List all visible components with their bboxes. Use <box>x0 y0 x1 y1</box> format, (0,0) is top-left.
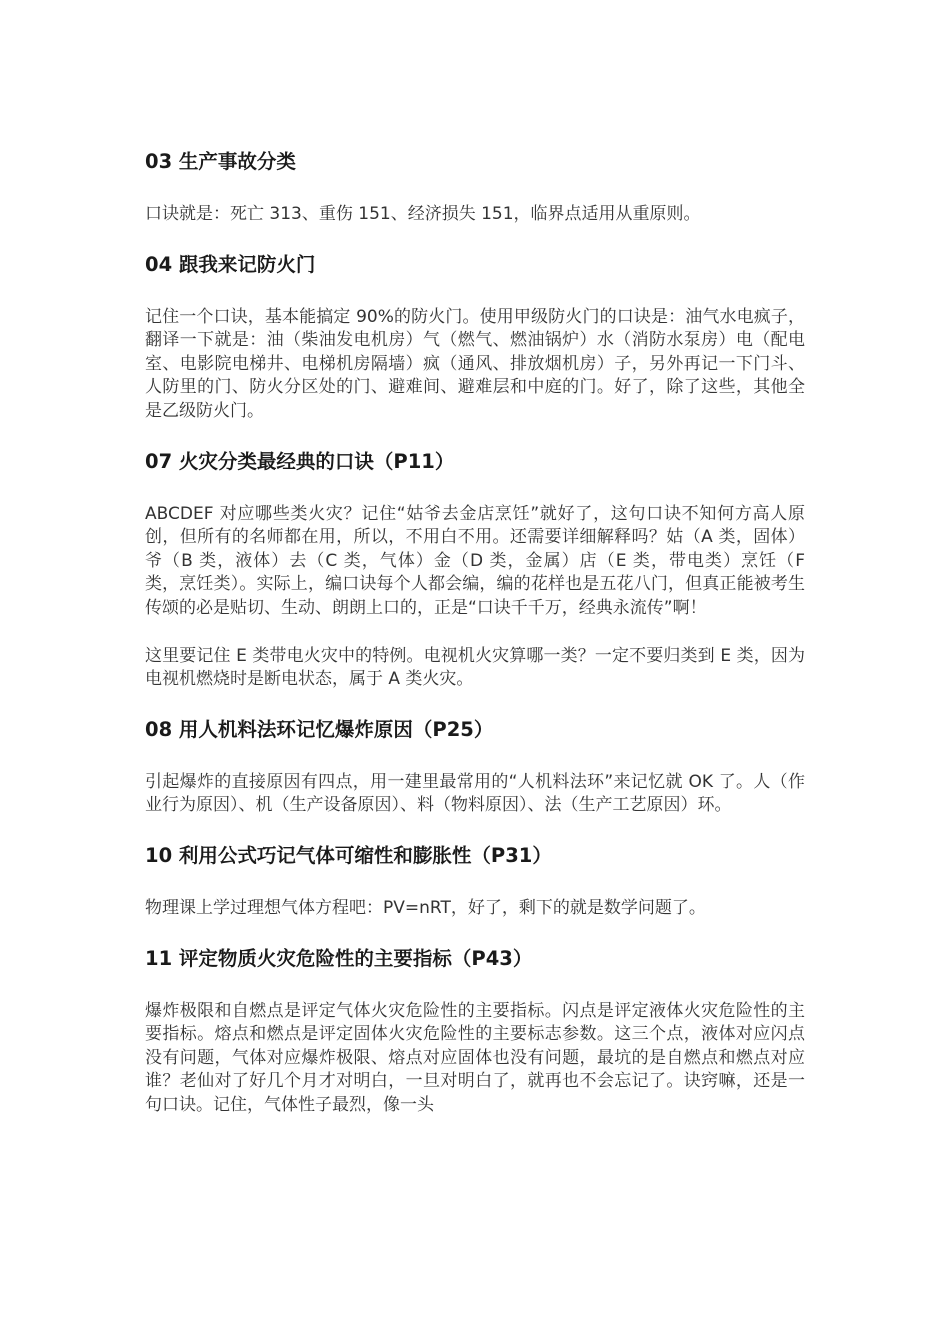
section-heading-08: 08 用人机料法环记忆爆炸原因（P25） <box>145 717 494 741</box>
section-11-paragraph: 爆炸极限和自燃点是评定气体火灾危险性的主要指标。闪点是评定液体火灾危险性的主要指标。熔点和燃点是评定固体火灾危险性的主要标志参数。这三个点，液体对应闪点没有问题，气体对应爆炸极限、熔点对应固体也没有问题，最坑的是自燃点和燃点对应谁？老仙对了好几个月才对明白，一旦对明白了，就再也不会忘记了。诀窍嘛，还是一句口诀。记住，气体性子最烈，像一头 <box>145 1000 805 1115</box>
document-body <box>145 148 805 1117</box>
section-07-paragraph-2: 这里要记住 E 类带电火灾中的特例。电视机火灾算哪一类？一定不要归类到 E 类，因为电视机燃烧时是断电状态，属于 A 类火灾。 <box>145 645 805 690</box>
section-04-paragraph: 记住一个口诀，基本能搞定 90%的防火门。使用甲级防火门的口诀是：油气水电疯子，翻译一下就是：油（柴油发电机房）气（燃气、燃油锅炉）水（消防水泵房）电（配电室、电影院电梯井、电梯机房隔墙）疯（通风、排放烟机房）子，另外再记一下门斗、人防里的门、防火分区处的门、避难间、避难层和中庭的门。好了，除了这些，其他全是乙级防火门。 <box>145 306 805 421</box>
section-heading-10: 10 利用公式巧记气体可缩性和膨胀性（P31） <box>145 843 552 867</box>
section-07-paragraph-1: ABCDEF 对应哪些类火灾？记住“姑爷去金店烹饪”就好了，这句口诀不知何方高人原创，但所有的名师都在用，所以，不用白不用。还需要详细解释吗？姑（A 类，固体）爷（B 类，液体）去（C 类，气体）金（D 类，金属）店（E 类，带电类）烹饪（F 类，烹饪类）。实际上，编口诀每个人都会编，编的花样也是五花八门，但真正能被考生传颂的必是贴切、生动、朗朗上口的，正是“口诀千千万，经典永流传”啊！ <box>145 503 805 618</box>
section-heading-11: 11 评定物质火灾危险性的主要指标（P43） <box>145 946 533 970</box>
section-08-paragraph: 引起爆炸的直接原因有四点，用一建里最常用的“人机料法环”来记忆就 OK 了。人（作业行为原因）、机（生产设备原因）、料（物料原因）、法（生产工艺原因）环。 <box>145 771 805 816</box>
section-heading-03: 03 生产事故分类 <box>145 150 296 173</box>
section-10-paragraph: 物理课上学过理想气体方程吧：PV=nRT，好了，剩下的就是数学问题了。 <box>145 897 706 918</box>
section-heading-04: 04 跟我来记防火门 <box>145 252 316 276</box>
section-03-paragraph: 口诀就是：死亡 313、重伤 151、经济损失 151，临界点适用从重原则。 <box>145 204 701 224</box>
section-heading-07: 07 火灾分类最经典的口诀（P11） <box>145 449 455 473</box>
